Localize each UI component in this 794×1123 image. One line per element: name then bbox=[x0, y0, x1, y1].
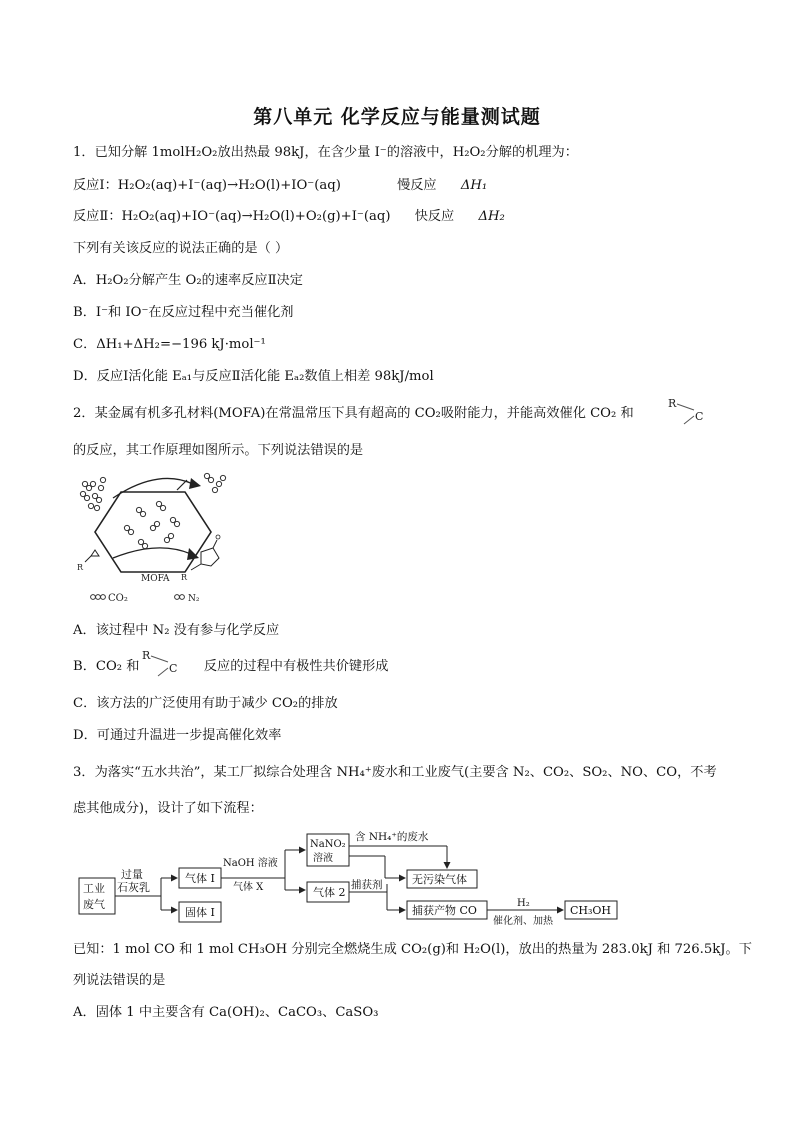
nano2-line1: NaNO₂ bbox=[310, 839, 346, 850]
q2-struct-c: C bbox=[695, 410, 704, 423]
q2-opt-struct-r: R bbox=[142, 649, 151, 662]
q1-r1-dh: ΔH₁ bbox=[460, 178, 488, 193]
gas2-label: 气体 2 bbox=[313, 886, 346, 899]
q1-reaction-1 bbox=[73, 177, 487, 195]
epoxide-ring bbox=[91, 550, 99, 556]
q1-option-a: A．H₂O₂分解产生 O₂的速率反应Ⅱ决定 bbox=[73, 273, 303, 288]
label-naoh: NaOH 溶液 bbox=[223, 858, 278, 869]
label-gasx: 气体 X bbox=[233, 882, 264, 893]
gas1-label: 气体 I bbox=[185, 872, 215, 885]
q2-stem-text: 2．某金属有机多孔材料(MOFA)在常温常压下具有超高的 CO₂吸附能力，并能高效催化 CO₂ 和 bbox=[73, 406, 634, 421]
waste-gas-line2: 废气 bbox=[83, 898, 105, 911]
q2-option-b-structure bbox=[138, 648, 192, 678]
label-catalyst: 催化剂、加热 bbox=[493, 916, 553, 926]
clean-gas-label: 无污染气体 bbox=[412, 873, 467, 886]
q1-ask: 下列有关该反应的说法正确的是（ ） bbox=[73, 241, 289, 256]
q2-struct-bond-2 bbox=[684, 416, 694, 424]
q3-given-line1: 已知：1 mol CO 和 1 mol CH₃OH 分别完全燃烧生成 CO₂(g)和 H₂O(l)，放出的热量为 283.0kJ 和 726.5kJ。下 bbox=[73, 942, 752, 957]
mofa-label: MOFA bbox=[141, 574, 170, 584]
nano2-line2: 溶液 bbox=[313, 853, 333, 864]
q1-option-d: D．反应Ⅰ活化能 Eₐ₁与反应Ⅱ活化能 Eₐ₂数值上相差 98kJ/mol bbox=[73, 369, 434, 384]
capture-product-label: 捕获产物 CO bbox=[412, 904, 477, 917]
q1-option-b: B．I⁻和 IO⁻在反应过程中充当催化剂 bbox=[73, 305, 294, 320]
q2-option-d: D．可通过升温进一步提高催化效率 bbox=[73, 728, 282, 743]
q2-stem-line1 bbox=[73, 405, 634, 423]
label-capture-agent: 捕获剂 bbox=[351, 879, 383, 891]
q2-struct-r: R bbox=[668, 397, 677, 410]
label-h2: H₂ bbox=[517, 898, 530, 909]
q3-option-a: A．固体 1 中主要含有 Ca(OH)₂、CaCO₃、CaSO₃ bbox=[73, 1005, 379, 1020]
q2-option-b-post: 反应的过程中有极性共价键形成 bbox=[203, 659, 389, 674]
q1-r2-speed: 快反应 bbox=[414, 209, 455, 224]
q1-option-c: C．ΔH₁+ΔH₂=−196 kJ·mol⁻¹ bbox=[73, 337, 266, 352]
q2-opt-struct-bond bbox=[151, 656, 168, 662]
q2-opt-struct-bond-2 bbox=[158, 668, 168, 676]
label-excess: 过量 bbox=[121, 868, 143, 881]
top-arc-head bbox=[189, 478, 201, 489]
carbonate-r-bond bbox=[191, 564, 201, 570]
legend-co2-icon bbox=[91, 595, 106, 600]
bottom-arc bbox=[113, 548, 191, 558]
legend-n2-label: N₂ bbox=[188, 594, 200, 604]
carbonate-r-label: R bbox=[181, 573, 188, 582]
co2-molecules bbox=[80, 473, 225, 548]
page-title: 第八单元 化学反应与能量测试题 bbox=[253, 106, 541, 128]
waste-gas-line1: 工业 bbox=[83, 882, 105, 895]
carbonate-o bbox=[216, 535, 220, 539]
legend-n2-icon bbox=[175, 595, 185, 600]
label-wastewater: 含 NH₄⁺的废水 bbox=[355, 831, 429, 843]
carbonate-ring bbox=[201, 548, 219, 566]
solid1-label: 固体 I bbox=[185, 906, 215, 919]
epoxide-r-label: R bbox=[77, 563, 84, 572]
q3-stem-line1: 3．为落实“五水共治”，某工厂拟综合处理含 NH₄⁺废水和工业废气(主要含 N₂、CO₂、SO₂、NO、CO，不考 bbox=[73, 765, 717, 780]
q2-struct-bond bbox=[677, 404, 694, 410]
q1-r2-label: 反应Ⅱ： bbox=[73, 209, 122, 224]
exit-arrow-line bbox=[177, 480, 187, 490]
q2-reactant-structure bbox=[664, 396, 720, 426]
q2-option-a: A．该过程中 N₂ 没有参与化学反应 bbox=[73, 623, 280, 638]
q2-mofa-figure bbox=[73, 470, 243, 605]
q2-option-b bbox=[73, 658, 388, 676]
q1-stem: 1．已知分解 1molH₂O₂放出热最 98kJ，在含少量 I⁻的溶液中，H₂O₂分解的机理为： bbox=[73, 145, 578, 160]
ch3oh-label: CH₃OH bbox=[570, 904, 612, 917]
q1-r1-speed: 慢反应 bbox=[397, 178, 437, 193]
epoxide-r-bond bbox=[85, 556, 91, 562]
q2-option-b-pre: B．CO₂ 和 bbox=[73, 659, 140, 674]
q3-flowchart bbox=[75, 826, 635, 926]
q1-reaction-2 bbox=[73, 208, 505, 226]
q1-r1-equation: H₂O₂(aq)+I⁻(aq)→H₂O(l)+IO⁻(aq) bbox=[117, 178, 341, 193]
q2-stem-line2: 的反应，其工作原理如图所示。下列说法错误的是 bbox=[73, 443, 364, 458]
q2-opt-struct-c: C bbox=[169, 662, 178, 675]
legend-co2-label: CO₂ bbox=[108, 593, 128, 604]
q3-stem-line2: 虑其他成分)，设计了如下流程： bbox=[73, 801, 263, 816]
q1-r1-label: 反应Ⅰ： bbox=[73, 178, 118, 193]
label-lime: 石灰乳 bbox=[117, 881, 150, 894]
top-arc bbox=[113, 478, 193, 498]
carbonate-carbonyl bbox=[213, 540, 217, 548]
q1-r2-equation: H₂O₂(aq)+IO⁻(aq)→H₂O(l)+O₂(g)+I⁻(aq) bbox=[121, 209, 391, 224]
q1-r2-dh: ΔH₂ bbox=[478, 209, 505, 224]
q2-option-c: C．该方法的广泛使用有助于减少 CO₂的排放 bbox=[73, 696, 338, 711]
mofa-hexagon bbox=[95, 492, 211, 572]
q3-given-line2: 列说法错误的是 bbox=[73, 973, 166, 988]
